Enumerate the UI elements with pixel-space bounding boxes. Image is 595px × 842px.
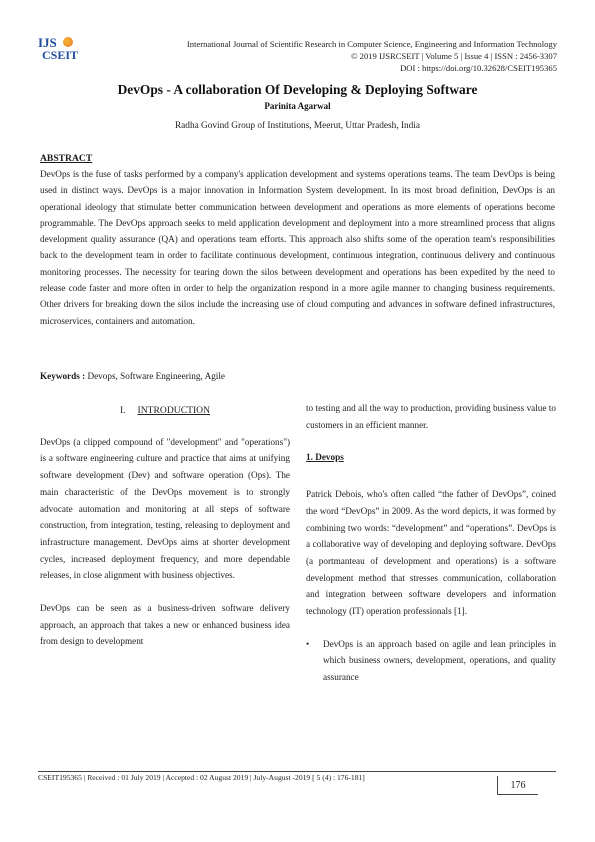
footer-divider: [38, 771, 556, 772]
journal-header: [87, 38, 557, 74]
bullet-icon: •: [306, 638, 310, 649]
left-column: [40, 400, 290, 666]
keywords-list: Devops, Software Engineering, Agile: [87, 371, 225, 381]
section-heading-introduction: [40, 403, 290, 420]
page-number: 176: [497, 776, 538, 795]
abstract-body: DevOps is the fuse of tasks performed by a company's application development and systems operations teams. The team DevOps is being used in distinct ways. DevOps is a major innovation in Information System development. In its most broad definition, DevOps is an operational ideology that stimulate better communication between development and operations as more elements of operations become programmable. The DevOps approach seeks to meld application development and deployment into a more streamlined process that aligns development quality assurance (QA) and operations team efforts. This approach also shifts some of the operation team's responsibilities back to the development team in order to facilitate continuous development, continuous integration, continuous delivery and continuous monitoring processes. The necessity for tearing down the silos between development and operations has been expedited by the need to release code faster and more often in order to help the organization respond in a more agile manner to changing business requirements. Other drivers for breaking down the silos include the increasing use of cloud computing and advances in software defined infrastructures, microservices, containers and automation.: [40, 169, 555, 326]
section-title: INTRODUCTION: [137, 405, 211, 416]
journal-doi[interactable]: DOI : https://doi.org/10.32628/CSEIT195365: [400, 63, 557, 73]
subsection-heading-devops: 1. Devops: [306, 452, 344, 463]
keywords-label: Keywords :: [40, 371, 86, 381]
journal-volume: © 2019 IJSRCSEIT | Volume 5 | Issue 4 | ISSN : 2456-3307: [350, 51, 557, 61]
list-item: [306, 636, 556, 686]
keywords: [40, 369, 555, 383]
abstract-heading: ABSTRACT: [40, 153, 93, 164]
bullet-text: DevOps is an approach based on agile and lean principles in which business owners, development, operations, and quality assurance: [323, 638, 556, 683]
intro-paragraph-2-continued: to testing and all the way to production, providing business value to customers in an efficient manner.: [306, 403, 556, 430]
intro-paragraph-1: DevOps (a clipped compound of "development" and "operations") is a software engineering culture and practice that aims at unifying software development (Dev) and software operation (Ops). The main characteristic of the DevOps movement is to strongly advocate automation and monitoring at all steps of software construction, from integration, testing, releasing to deployment and infrastructure management. DevOps aims at shorter development cycles, increased deployment frequency, and more dependable releases, in close alignment with business objectives.: [40, 436, 290, 581]
footer-citation: CSEIT195365 | Received : 01 July 2019 | Accepted : 02 August 2019 | July-August -2019 [ 5 (4) : 176-181]: [38, 773, 365, 782]
devops-paragraph: Patrick Debois, who's often called “the father of DevOps”, coined the word “DevOps” in 2009. As the word depicts, it was formed by combining two words: “development” and “operations”. DevOps is a collaborative way of developing and deploying software. DevOps (a portmanteau of development and operations) is a software development method that stresses communication, collaboration and integration between software developers and information technology (IT) operation professionals [1].: [306, 489, 556, 617]
logo-globe-icon: [63, 37, 73, 47]
right-column: [306, 400, 556, 686]
paper-affiliation: Radha Govind Group of Institutions, Meerut, Uttar Pradesh, India: [174, 121, 421, 131]
paper-title: DevOps - A collaboration Of Developing & Deploying Software: [117, 82, 478, 97]
section-number: I.: [119, 405, 126, 416]
journal-logo: [38, 36, 78, 68]
logo-text-1: IJS: [38, 35, 57, 50]
paper-author: Parinita Agarwal: [264, 101, 331, 111]
logo-text-2: CSEIT: [42, 48, 79, 62]
intro-paragraph-2: DevOps can be seen as a business-driven software delivery approach, an approach that takes a new or enhanced business idea from design to development: [40, 603, 290, 647]
journal-name: International Journal of Scientific Research in Computer Science, Engineering and Information Technology: [186, 39, 557, 49]
